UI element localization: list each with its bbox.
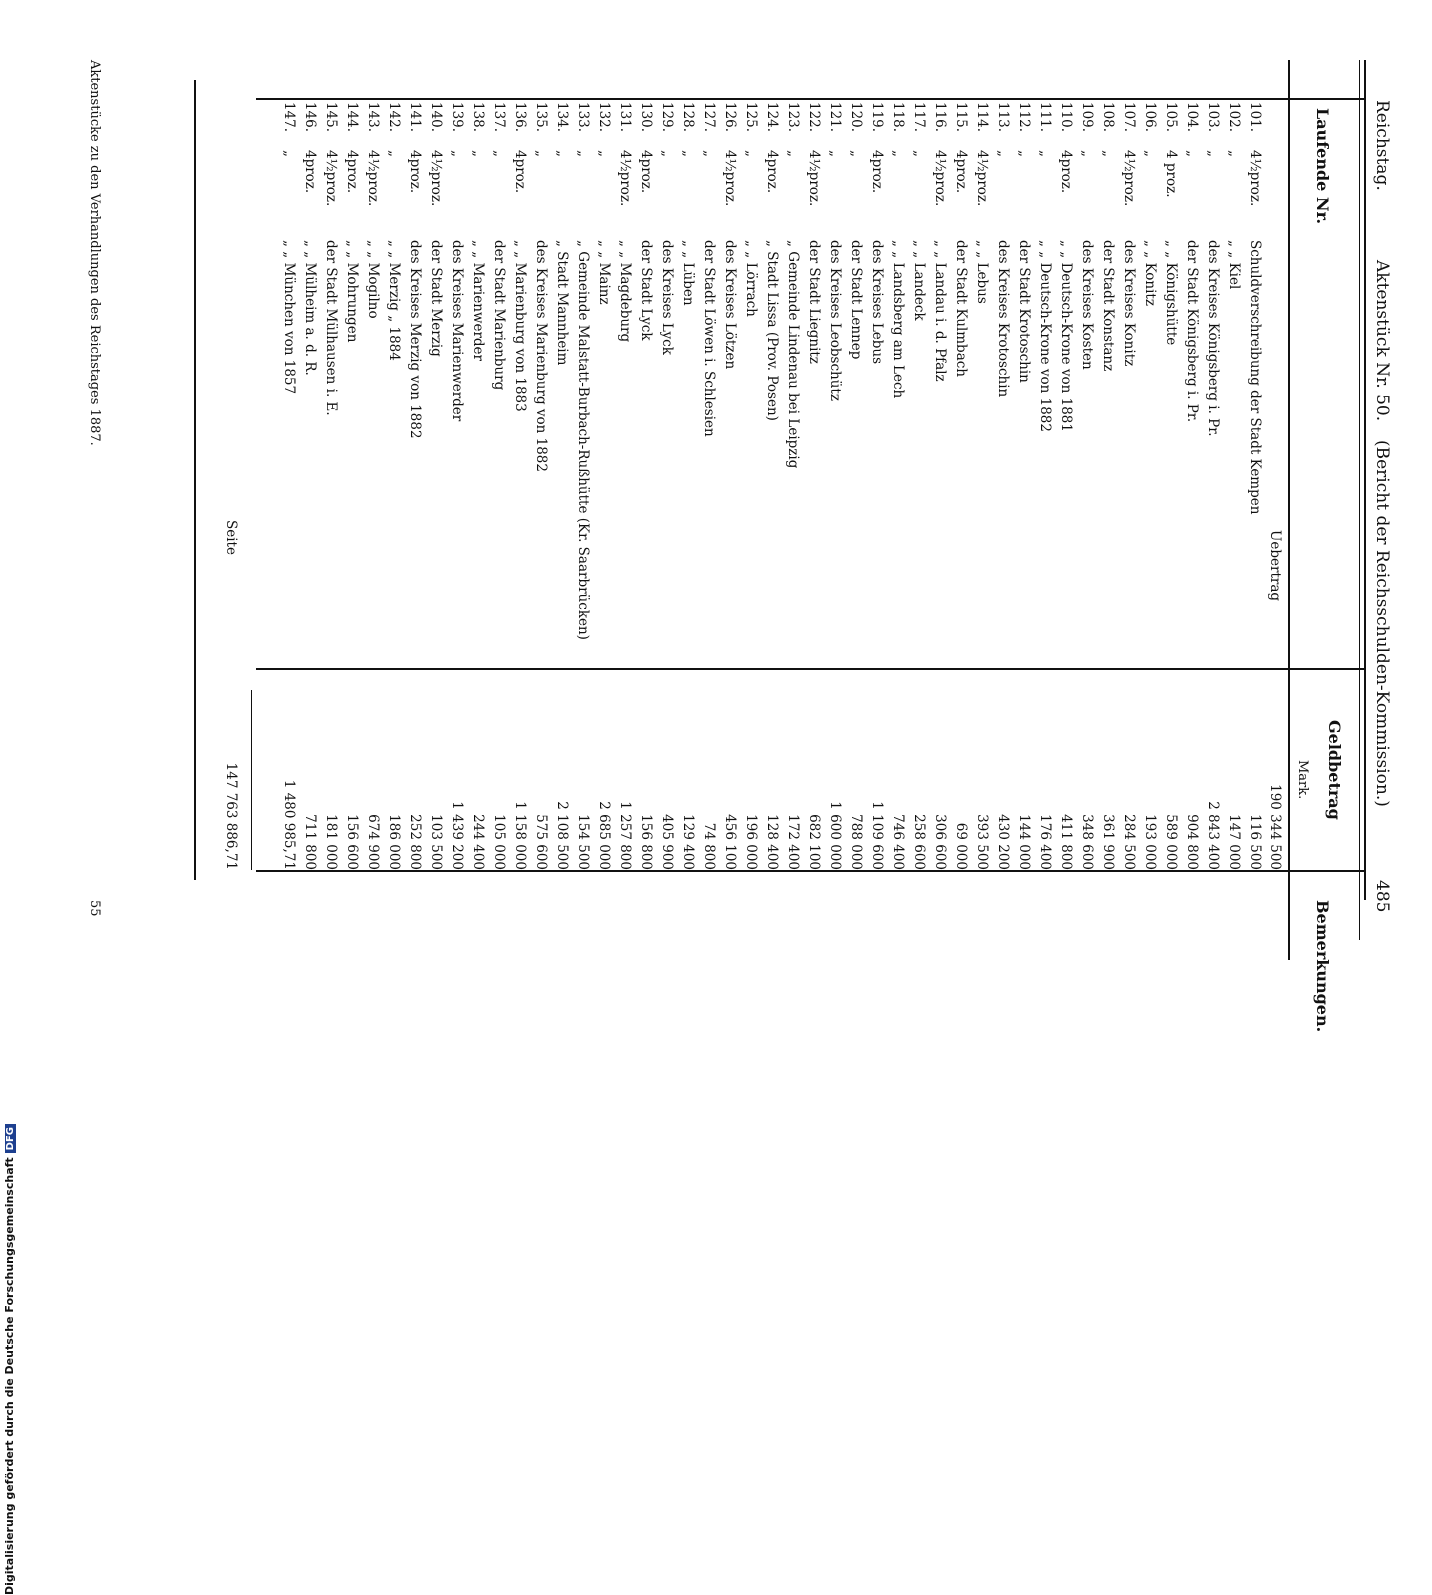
header-left: Reichstag. xyxy=(1372,100,1392,191)
row-number: 141. xyxy=(407,102,423,133)
table-row xyxy=(679,0,697,1000)
row-description: „ Stadt Lissa (Prov. Posen) xyxy=(764,240,780,421)
table-row xyxy=(469,0,487,1000)
row-amount: 456 100 xyxy=(722,814,738,870)
row-description: des Kreises Lyck xyxy=(659,240,675,355)
row-interest-rate: 4½proz. xyxy=(323,150,339,207)
table-row xyxy=(574,0,592,1000)
row-number: 101. xyxy=(1247,102,1263,133)
row-description: der Stadt Marienburg xyxy=(491,240,507,391)
row-number: 127. xyxy=(701,102,717,133)
table-row xyxy=(322,0,340,1000)
table-row xyxy=(1120,0,1138,1000)
row-amount: 411 800 xyxy=(1058,814,1074,870)
row-amount: 1 257 800 xyxy=(617,801,633,870)
row-interest-rate: „ xyxy=(1184,150,1200,157)
table-row xyxy=(994,0,1012,1000)
row-number: 128. xyxy=(680,102,696,133)
row-amount: 1 480 985,71 xyxy=(281,779,297,870)
row-amount: 129 400 xyxy=(680,814,696,870)
header-rule-thin xyxy=(1359,60,1360,940)
row-number: 117. xyxy=(911,102,927,133)
row-description: „ „ Marienburg von 1883 xyxy=(512,240,528,412)
table-row xyxy=(595,0,613,1000)
row-amount: 172 400 xyxy=(785,814,801,870)
row-interest-rate: „ xyxy=(848,150,864,157)
table-row xyxy=(364,0,382,1000)
row-interest-rate: „ xyxy=(596,150,612,157)
row-description: „ „ München von 1857 xyxy=(281,240,297,395)
row-description: der Stadt Lennep xyxy=(848,240,864,360)
row-number: 126. xyxy=(722,102,738,133)
row-description: „ Stadt Mannheim xyxy=(554,240,570,366)
row-interest-rate: 4proz. xyxy=(764,150,780,194)
row-number: 134. xyxy=(554,102,570,133)
row-number: 139. xyxy=(449,102,465,133)
row-interest-rate: 4proz. xyxy=(1058,150,1074,194)
row-number: 132. xyxy=(596,102,612,133)
row-interest-rate: „ xyxy=(281,150,297,157)
row-number: 115. xyxy=(953,102,969,133)
table-row xyxy=(1162,0,1180,1000)
row-description: der Stadt Kulmbach xyxy=(953,240,969,378)
total-row xyxy=(222,0,240,1000)
row-interest-rate: 4½proz. xyxy=(974,150,990,207)
row-number: 105. xyxy=(1163,102,1179,133)
table-row xyxy=(805,0,823,1000)
dfg-side-strip xyxy=(0,600,24,1595)
row-interest-rate: „ xyxy=(1079,150,1095,157)
table-row xyxy=(343,0,361,1000)
row-description: des Kreises Lebus xyxy=(869,240,885,365)
row-amount: 1 158 000 xyxy=(512,801,528,870)
row-description: „ Gemeinde Malstatt-Burbach-Rußhütte (Kr. Saarbrücken) xyxy=(575,240,591,640)
row-interest-rate: 4 proz. xyxy=(1163,150,1179,198)
row-interest-rate: 4½proz. xyxy=(617,150,633,207)
row-interest-rate: 4proz. xyxy=(512,150,528,194)
row-number: 103. xyxy=(1205,102,1221,133)
row-number: 147. xyxy=(281,102,297,133)
row-interest-rate: 4½proz. xyxy=(722,150,738,207)
header-page-number: 485 xyxy=(1372,880,1392,913)
column-head-nr: Laufende Nr. xyxy=(1313,108,1332,225)
row-description: des Kreises Merzig von 1882 xyxy=(407,240,423,439)
row-amount: 181 000 xyxy=(323,814,339,870)
row-amount: 674 900 xyxy=(365,814,381,870)
table-row xyxy=(700,0,718,1000)
row-interest-rate: „ xyxy=(491,150,507,157)
row-description: des Kreises Konitz xyxy=(1121,240,1137,367)
row-description: der Stadt Löwen i. Schlesien xyxy=(701,240,717,437)
row-number: 130. xyxy=(638,102,654,133)
row-number: 110. xyxy=(1058,102,1074,133)
row-interest-rate: 4proz. xyxy=(953,150,969,194)
dfg-note-text: Digitalisierung gefördert durch die Deutsche Forschungsgemeinschaft xyxy=(3,1157,16,1595)
carry-over-row xyxy=(1266,0,1284,1000)
row-description: der Stadt Krotoschin xyxy=(1016,240,1032,383)
header-rule-top xyxy=(1364,60,1366,900)
row-description: „ „ Lüben xyxy=(680,240,696,306)
row-amount: 128 400 xyxy=(764,814,780,870)
row-amount: 156 600 xyxy=(344,814,360,870)
row-amount: 176 400 xyxy=(1037,814,1053,870)
row-description: „ „ Deutsch-Krone von 1881 xyxy=(1058,240,1074,432)
row-description: Schuldverschreibung der Stadt Kempen xyxy=(1247,240,1263,515)
row-description: der Stadt Liegnitz xyxy=(806,240,822,364)
total-rule xyxy=(251,690,252,870)
table-row xyxy=(1246,0,1264,1000)
row-number: 123. xyxy=(785,102,801,133)
table-row xyxy=(511,0,529,1000)
table-row xyxy=(1204,0,1222,1000)
table-row xyxy=(910,0,928,1000)
row-number: 108. xyxy=(1100,102,1116,133)
row-number: 124. xyxy=(764,102,780,133)
row-description: der Stadt Konstanz xyxy=(1100,240,1116,372)
row-description: „ „ Lörrach xyxy=(743,240,759,317)
table-row xyxy=(973,0,991,1000)
row-description: „ „ Mohrungen xyxy=(344,240,360,343)
row-amount: 348 600 xyxy=(1079,814,1095,870)
row-number: 129. xyxy=(659,102,675,133)
column-head-rule xyxy=(1289,60,1291,960)
table-row xyxy=(1099,0,1117,1000)
row-interest-rate: „ xyxy=(743,150,759,157)
row-amount: 244 400 xyxy=(470,814,486,870)
row-interest-rate: „ xyxy=(890,150,906,157)
table-bottom-rule xyxy=(195,80,197,880)
row-interest-rate: 4proz. xyxy=(344,150,360,194)
row-number: 109. xyxy=(1079,102,1095,133)
row-description: „ „ Mainz xyxy=(596,240,612,305)
row-amount: 711 800 xyxy=(302,814,318,870)
row-number: 114. xyxy=(974,102,990,133)
dfg-logo: DFG xyxy=(5,1124,16,1153)
table-row xyxy=(1036,0,1054,1000)
table-row xyxy=(1225,0,1243,1000)
row-amount: 144 000 xyxy=(1016,814,1032,870)
row-number: 113. xyxy=(995,102,1011,133)
row-amount: 2 843 400 xyxy=(1205,801,1221,870)
table-row xyxy=(1015,0,1033,1000)
row-number: 146. xyxy=(302,102,318,133)
row-amount: 147 000 xyxy=(1226,814,1242,870)
carry-over-amount: 190 344 500 xyxy=(1267,784,1283,870)
row-amount: 2 108 500 xyxy=(554,801,570,870)
row-interest-rate: „ xyxy=(680,150,696,157)
table-row xyxy=(763,0,781,1000)
row-interest-rate: 4½proz. xyxy=(806,150,822,207)
table-row xyxy=(301,0,319,1000)
table-row xyxy=(826,0,844,1000)
total-amount: 147 763 886,71 xyxy=(223,762,239,870)
row-amount: 156 800 xyxy=(638,814,654,870)
row-interest-rate: 4½proz. xyxy=(1121,150,1137,207)
row-interest-rate: 4proz. xyxy=(407,150,423,194)
row-amount: 682 100 xyxy=(806,814,822,870)
row-number: 102. xyxy=(1226,102,1242,133)
row-number: 137. xyxy=(491,102,507,133)
table-row xyxy=(532,0,550,1000)
row-interest-rate: „ xyxy=(449,150,465,157)
row-interest-rate: „ xyxy=(575,150,591,157)
row-description: „ „ Mogilno xyxy=(365,240,381,319)
row-description: der Stadt Lyck xyxy=(638,240,654,341)
row-interest-rate: „ xyxy=(911,150,927,157)
row-description: „ „ Landeck xyxy=(911,240,927,321)
table-row xyxy=(1141,0,1159,1000)
row-amount: 154 500 xyxy=(575,814,591,870)
row-description: „ „ Deutsch-Krone von 1882 xyxy=(1037,240,1053,432)
row-number: 106. xyxy=(1142,102,1158,133)
row-interest-rate: „ xyxy=(1226,150,1242,157)
row-interest-rate: 4proz. xyxy=(638,150,654,194)
header-center: Aktenstück Nr. 50. xyxy=(1372,260,1392,422)
row-amount: 589 000 xyxy=(1163,814,1179,870)
row-amount: 1 600 000 xyxy=(827,801,843,870)
row-description: „ „ Magdeburg xyxy=(617,240,633,343)
row-amount: 2 685 000 xyxy=(596,801,612,870)
table-row xyxy=(637,0,655,1000)
table-row xyxy=(931,0,949,1000)
row-amount: 196 000 xyxy=(743,814,759,870)
footer-page: 55 xyxy=(87,900,102,917)
column-head-remarks: Bemerkungen. xyxy=(1313,900,1332,1033)
table-row xyxy=(385,0,403,1000)
table-row xyxy=(427,0,445,1000)
row-description: der Stadt Merzig xyxy=(428,240,444,357)
row-amount: 116 500 xyxy=(1247,814,1263,870)
table-row xyxy=(1183,0,1201,1000)
row-amount: 393 500 xyxy=(974,814,990,870)
row-amount: 361 900 xyxy=(1100,814,1116,870)
table-row xyxy=(742,0,760,1000)
footer-left: Aktenstücke zu den Verhandlungen des Reichstages 1887. xyxy=(87,60,102,446)
row-amount: 788 000 xyxy=(848,814,864,870)
row-interest-rate: „ xyxy=(785,150,801,157)
row-number: 121. xyxy=(827,102,843,133)
row-amount: 252 800 xyxy=(407,814,423,870)
table-row xyxy=(847,0,865,1000)
row-number: 138. xyxy=(470,102,486,133)
row-amount: 258 600 xyxy=(911,814,927,870)
row-interest-rate: „ xyxy=(1037,150,1053,157)
row-number: 104. xyxy=(1184,102,1200,133)
row-interest-rate: „ xyxy=(533,150,549,157)
row-number: 133. xyxy=(575,102,591,133)
column-head-amount: Geldbetrag xyxy=(1325,720,1344,820)
row-description: „ Gemeinde Lindenau bei Leipzig xyxy=(785,240,801,469)
row-amount: 105 000 xyxy=(491,814,507,870)
dfg-note xyxy=(3,1126,21,1595)
row-number: 125. xyxy=(743,102,759,133)
row-number: 116. xyxy=(932,102,948,133)
row-interest-rate: „ xyxy=(1205,150,1221,157)
row-description: „ „ Landau i. d. Pfalz xyxy=(932,240,948,382)
row-description: der Stadt Mülhausen i. E. xyxy=(323,240,339,416)
table-row xyxy=(553,0,571,1000)
row-description: „ „ Lebus xyxy=(974,240,990,304)
row-description: „ „ Konitz xyxy=(1142,240,1158,306)
row-description: des Kreises Marienburg von 1882 xyxy=(533,240,549,472)
table-row xyxy=(952,0,970,1000)
row-amount: 1 109 600 xyxy=(869,801,885,870)
carry-over-label: Uebertrag xyxy=(1267,530,1283,602)
table-row xyxy=(280,0,298,1000)
row-amount: 186 000 xyxy=(386,814,402,870)
table-row xyxy=(1057,0,1075,1000)
row-amount: 284 500 xyxy=(1121,814,1137,870)
row-description: „ „ Königshütte xyxy=(1163,240,1179,346)
table-row xyxy=(868,0,886,1000)
row-interest-rate: „ xyxy=(659,150,675,157)
row-number: 118. xyxy=(890,102,906,133)
row-description: des Kreises Königsberg i. Pr. xyxy=(1205,240,1221,437)
header-title: (Bericht der Reichsschulden-Kommission.) xyxy=(1372,440,1392,807)
row-interest-rate: „ xyxy=(827,150,843,157)
table-row xyxy=(616,0,634,1000)
row-number: 145. xyxy=(323,102,339,133)
row-interest-rate: „ xyxy=(386,150,402,157)
row-description: der Stadt Königsberg i. Pr. xyxy=(1184,240,1200,423)
row-amount: 746 400 xyxy=(890,814,906,870)
row-interest-rate: 4½proz. xyxy=(428,150,444,207)
row-description: „ „ Merzig „ 1884 xyxy=(386,240,402,361)
row-amount: 405 900 xyxy=(659,814,675,870)
row-number: 135. xyxy=(533,102,549,133)
row-number: 140. xyxy=(428,102,444,133)
row-amount: 74 800 xyxy=(701,822,717,870)
row-number: 131. xyxy=(617,102,633,133)
row-amount: 430 200 xyxy=(995,814,1011,870)
row-amount: 904 800 xyxy=(1184,814,1200,870)
table-row xyxy=(490,0,508,1000)
row-description: des Kreises Leobschütz xyxy=(827,240,843,401)
row-interest-rate: „ xyxy=(1142,150,1158,157)
row-description: des Kreises Kosten xyxy=(1079,240,1095,370)
row-amount: 306 600 xyxy=(932,814,948,870)
table-row xyxy=(406,0,424,1000)
table-row xyxy=(889,0,907,1000)
row-amount: 193 000 xyxy=(1142,814,1158,870)
row-description: des Kreises Marienwerder xyxy=(449,240,465,422)
row-description: „ „ Landsberg am Lech xyxy=(890,240,906,399)
row-description: des Kreises Krotoschin xyxy=(995,240,1011,398)
table-row xyxy=(658,0,676,1000)
total-label: Seite xyxy=(223,520,239,555)
row-description: „ „ Marienwerder xyxy=(470,240,486,361)
row-number: 120. xyxy=(848,102,864,133)
row-interest-rate: „ xyxy=(701,150,717,157)
row-number: 144. xyxy=(344,102,360,133)
table-row xyxy=(448,0,466,1000)
row-number: 119. xyxy=(869,102,885,133)
row-interest-rate: 4½proz. xyxy=(932,150,948,207)
row-interest-rate: 4½proz. xyxy=(1247,150,1263,207)
row-number: 112. xyxy=(1016,102,1032,133)
row-interest-rate: 4proz. xyxy=(302,150,318,194)
row-amount: 1 439 200 xyxy=(449,801,465,870)
table-row xyxy=(784,0,802,1000)
row-description: des Kreises Lötzen xyxy=(722,240,738,370)
row-number: 142. xyxy=(386,102,402,133)
row-interest-rate: 4½proz. xyxy=(365,150,381,207)
row-interest-rate: „ xyxy=(554,150,570,157)
row-description: „ „ Kiel xyxy=(1226,240,1242,290)
table-row xyxy=(1078,0,1096,1000)
row-interest-rate: „ xyxy=(1100,150,1116,157)
table-row xyxy=(721,0,739,1000)
row-number: 107. xyxy=(1121,102,1137,133)
row-number: 122. xyxy=(806,102,822,133)
row-interest-rate: 4proz. xyxy=(869,150,885,194)
row-interest-rate: „ xyxy=(995,150,1011,157)
row-number: 143. xyxy=(365,102,381,133)
row-amount: 575 600 xyxy=(533,814,549,870)
row-amount: 69 000 xyxy=(953,822,969,870)
row-description: „ „ Mülheim a. d. R. xyxy=(302,240,318,376)
row-interest-rate: „ xyxy=(1016,150,1032,157)
column-head-amount-unit: Mark. xyxy=(1295,760,1310,800)
row-number: 136. xyxy=(512,102,528,133)
row-amount: 103 500 xyxy=(428,814,444,870)
row-number: 111. xyxy=(1037,102,1053,133)
row-interest-rate: „ xyxy=(470,150,486,157)
